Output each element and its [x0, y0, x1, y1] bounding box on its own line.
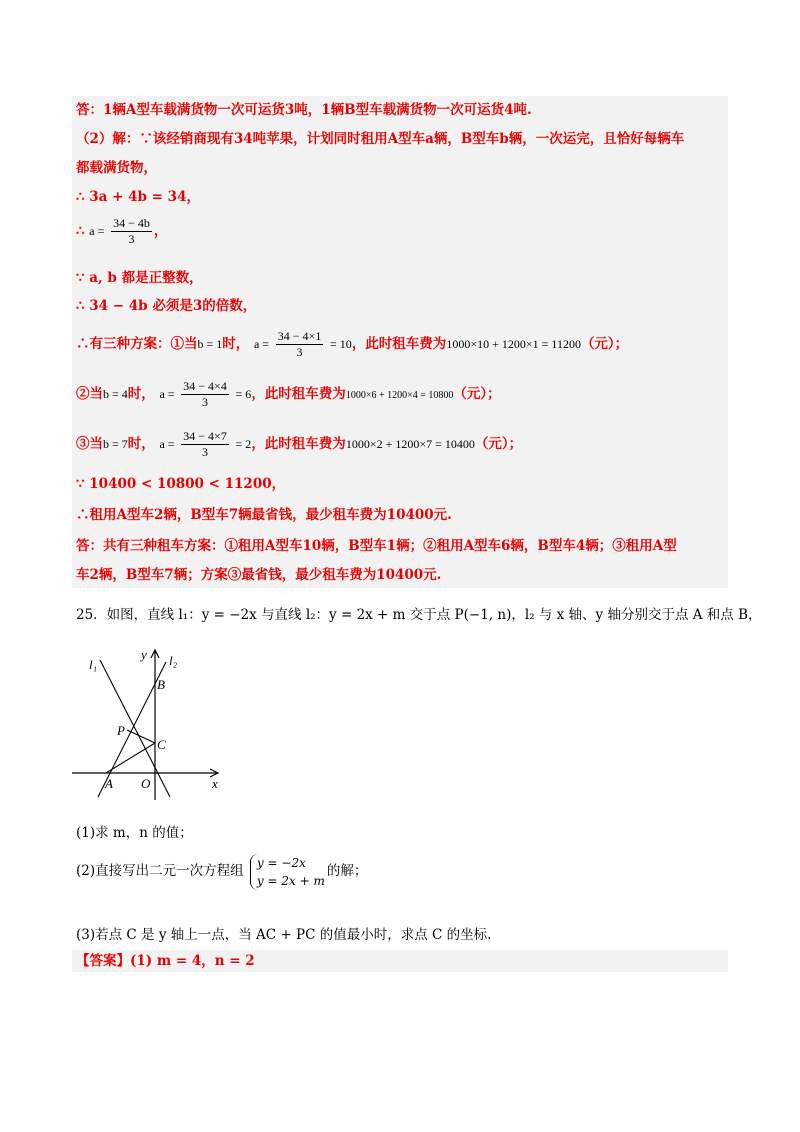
- multiple-of-3-condition: ∴ 34 − 4b 必须是3的倍数，: [76, 298, 257, 314]
- segment-AC: [106, 743, 155, 773]
- label-C: C: [157, 737, 166, 752]
- answer-line-1: 答：1辆A型车载满货物一次可运货3吨，1辆B型车载满货物一次可运货4吨.: [76, 102, 532, 118]
- label-A: A: [105, 776, 113, 791]
- equation-3a-4b: ∴ 3a + 4b = 34，: [76, 189, 200, 205]
- label-y: y: [141, 647, 147, 662]
- plan-1-line: ∴有三种方案：①当b = 1时， a = $\frac{34 - 4\times 1}{3}$ = 10，此时租车费为1000×10 + 1200×1 = 11200（元）；: [76, 329, 629, 359]
- final-answer-line-1: 答：共有三种租车方案：①租用A型车10辆，B型车1辆；②租用A型车6辆，B型车4辆；③租用A型: [76, 538, 677, 554]
- final-answer-line-2: 车2辆，B型车7辆；方案③最省钱，最少租车费为10400元.: [76, 567, 442, 583]
- label-O: O: [141, 776, 151, 791]
- cost-comparison: ∵ 10400 < 10800 < 11200，: [76, 476, 286, 492]
- answer-text: (1) m = 4，n = 2: [130, 953, 255, 969]
- answer-tag: 【答案】: [76, 953, 130, 969]
- y-axis: [151, 650, 159, 800]
- conclusion-line: ∴租用A型车2辆，B型车7辆最省钱，最少租车费为10400元.: [76, 507, 452, 523]
- label-P: P: [117, 723, 125, 738]
- positive-integer-condition: ∵ a, b 都是正整数，: [76, 270, 203, 286]
- question-1: (1)求 m，n 的值；: [76, 825, 193, 841]
- equation-a-expression: ∴ a = $\frac{34 - 4b}{3}$ ，: [76, 216, 168, 246]
- question-2: (2)直接写出二元一次方程组 y = −2x y = 2x + m 的解；: [76, 855, 368, 888]
- answer-line: [76, 952, 255, 970]
- label-x: x: [212, 776, 218, 791]
- label-l1: l₁: [89, 657, 98, 672]
- coordinate-figure: [70, 645, 230, 805]
- problem-25-stem: 25．如图，直线 l₁：y = −2x 与直线 l₂：y = 2x + m 交于点 P(−1, n)，l₂ 与 x 轴、y 轴分别交于点 A 和点 B，: [76, 607, 762, 623]
- part2-intro-line-1: （2）解：∵该经销商现有34吨苹果，计划同时租用A型车a辆，B型车b辆，一次运完，且恰好每辆车: [76, 131, 685, 147]
- label-l2: l₂: [169, 653, 178, 668]
- part2-intro-line-2: 都载满货物，: [76, 160, 157, 176]
- plan-3-line: ③当b = 7时， a = $\frac{34 - 4\times 7}{3}$ = 2，此时租车费为1000×2 + 1200×7 = 10400（元）；: [76, 429, 523, 459]
- plan-2-line: ②当b = 4时， a = $\frac{34 - 4\times 4}{3}$ = 6，此时租车费为1000×6 + 1200×4 = 10800（元）；: [76, 379, 501, 409]
- question-3: (3)若点 C 是 y 轴上一点，当 AC + PC 的值最小时，求点 C 的坐标.: [76, 927, 492, 943]
- label-B: B: [157, 677, 165, 692]
